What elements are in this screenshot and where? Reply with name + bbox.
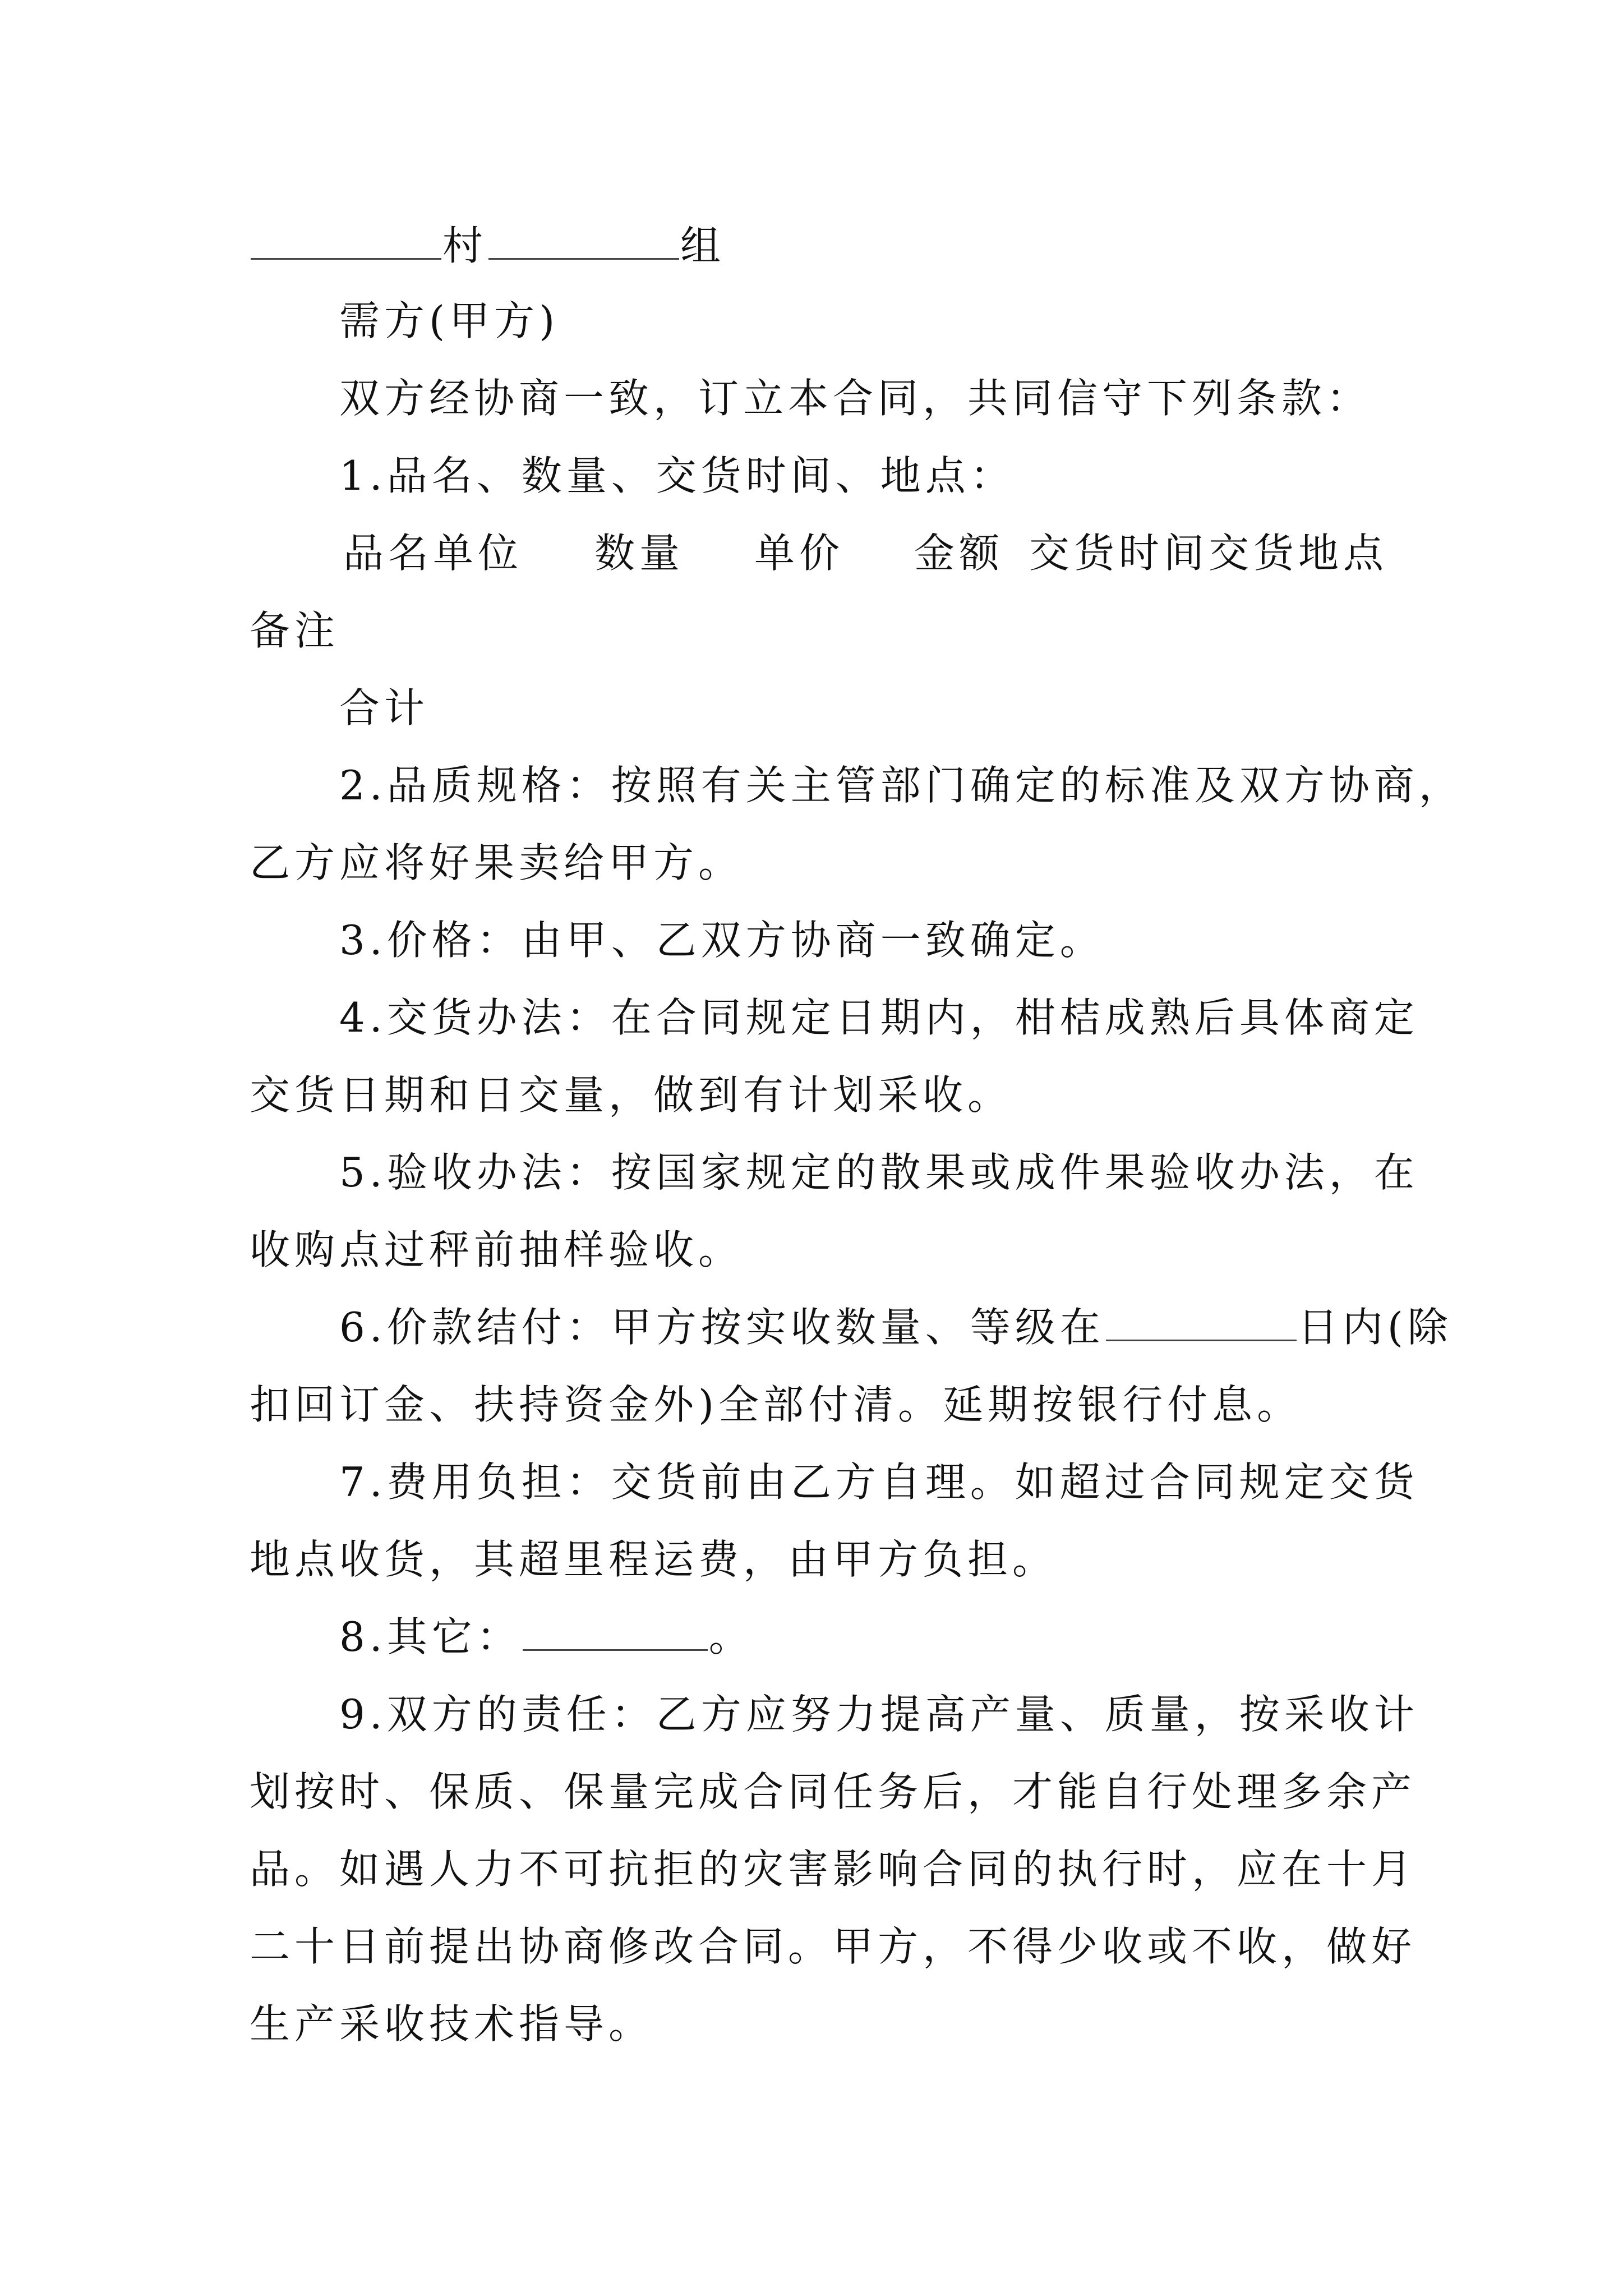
col-quantity: 数量: [594, 530, 685, 577]
col-amount: 金额: [914, 530, 1004, 577]
item8-before: 8.其它：: [339, 1613, 522, 1660]
intro-text: 双方经协商一致，订立本合同，共同信守下列条款：: [339, 375, 1372, 422]
item3-line1: 3.价格：由甲、乙双方协商一致确定。: [339, 917, 1105, 964]
item5-line2: 收购点过秤前抽样验收。: [250, 1226, 744, 1273]
col-remark: 备注: [250, 607, 340, 654]
table-header-row: [0, 526, 1623, 580]
item8-after: 。: [708, 1613, 754, 1660]
item8-line: [339, 1610, 1394, 1664]
item9-line4: 二十日前提出协商修改合同。甲方，不得少收或不收，做好: [250, 1923, 1417, 1970]
item2-line2: 乙方应将好果卖给甲方。: [250, 839, 744, 886]
table-total: 合计: [339, 684, 430, 731]
item2-line1: 2.品质规格：按照有关主管部门确定的标准及双方协商，: [339, 762, 1464, 809]
group-blank: [488, 221, 679, 260]
item9-line1: 9.双方的责任：乙方应努力提高产量、质量，按采收计: [339, 1691, 1419, 1738]
days-blank: [1106, 1303, 1297, 1341]
other-blank: [523, 1612, 708, 1651]
item9-line3: 品。如遇人力不可抗拒的灾害影响合同的执行时，应在十月: [250, 1846, 1417, 1893]
item4-line1: 4.交货办法：在合同规定日期内，柑桔成熟后具体商定: [339, 994, 1419, 1041]
party-a-label: 需方(甲方): [339, 297, 560, 344]
item7-line2: 地点收货，其超里程运费，由甲方负担。: [250, 1536, 1058, 1583]
item7-line1: 7.费用负担：交货前由乙方自理。如超过合同规定交货: [339, 1458, 1419, 1506]
group-label: 组: [680, 222, 726, 269]
item6-line1: [339, 1300, 1453, 1354]
village-label: 村: [442, 222, 488, 269]
item4-line2: 交货日期和日交量，做到有计划采收。: [250, 1071, 1013, 1119]
item6-line1-before: 6.价款结付：甲方按实收数量、等级在: [339, 1304, 1105, 1351]
item9-line2: 划按时、保质、保量完成合同任务后，才能自行处理多余产: [250, 1768, 1417, 1815]
col-unit-price: 单价: [754, 530, 845, 577]
village-group-line: [250, 219, 1394, 273]
village-blank: [251, 221, 441, 260]
item6-line1-after: 日内(除: [1297, 1304, 1453, 1351]
col-name-unit: 品名单位: [343, 530, 523, 577]
col-delivery-time-place: 交货时间交货地点: [1029, 530, 1389, 577]
item6-line2: 扣回订金、扶持资金外)全部付清。延期按银行付息。: [250, 1381, 1302, 1428]
item5-line1: 5.验收办法：按国家规定的散果或成件果验收办法，在: [339, 1149, 1419, 1196]
item9-line5: 生产采收技术指导。: [250, 2000, 654, 2047]
item1-title: 1.品名、数量、交货时间、地点：: [339, 452, 1015, 499]
